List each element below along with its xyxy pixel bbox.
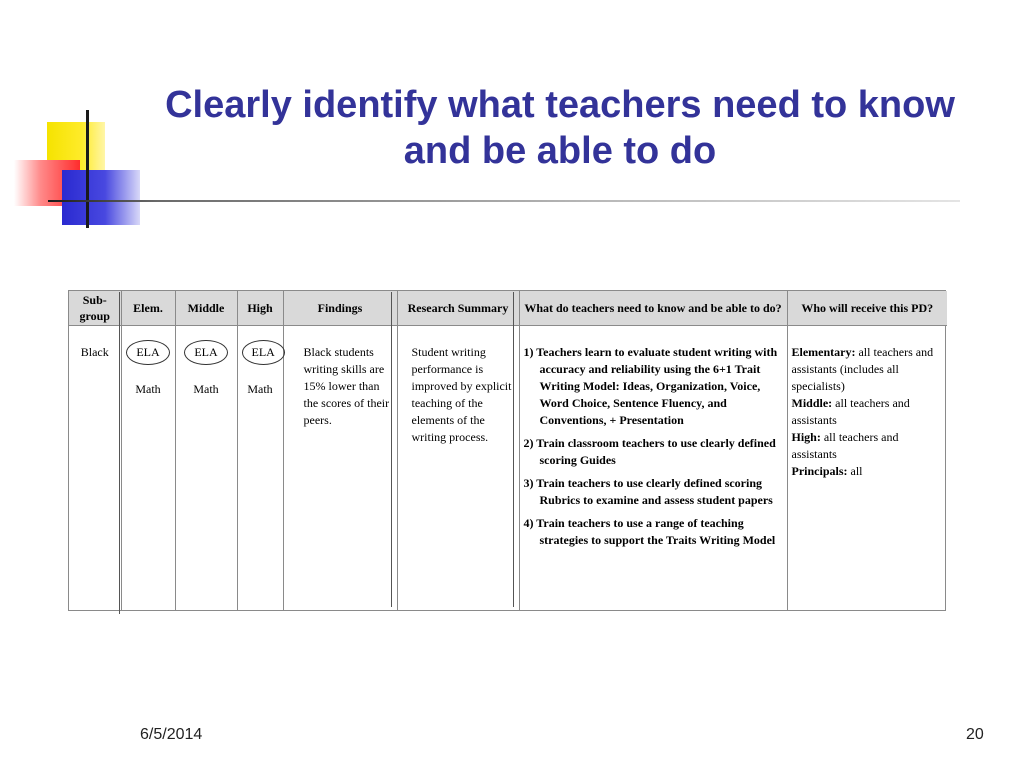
footer-date: 6/5/2014 <box>140 726 203 743</box>
pd-steps-list <box>524 344 783 549</box>
header-subgroup: Sub-group <box>69 291 121 326</box>
pd-planning-table <box>69 291 947 610</box>
high-text: all teachers and assistants <box>791 430 899 461</box>
principals-label: Principals: <box>791 464 848 478</box>
middle-label: Middle: <box>791 396 833 410</box>
cell-middle <box>175 326 237 611</box>
cell-elem <box>121 326 175 611</box>
circled-ela-high: ELA <box>242 340 285 365</box>
cell-what-teachers-need <box>519 326 787 611</box>
math-high: Math <box>247 382 273 396</box>
slide-number: 20 <box>966 726 984 743</box>
cell-research-summary: Student writing performance is improved by explicit teaching of the elements of the writing process. <box>397 326 519 611</box>
table-header-row <box>69 291 947 326</box>
title-underline <box>48 200 960 202</box>
header-middle: Middle <box>175 291 237 326</box>
who-middle <box>792 395 944 429</box>
header-elem: Elem. <box>121 291 175 326</box>
header-what-teachers-need: What do teachers need to know and be able to do? <box>519 291 787 326</box>
math-elem: Math <box>135 382 161 396</box>
cell-subgroup: Black <box>69 326 121 611</box>
elementary-text: all teachers and assistants (includes all specialists) <box>791 345 934 393</box>
circled-ela-elem: ELA <box>126 340 169 365</box>
slide-title: Clearly identify what teachers need to know and be able to do <box>165 84 955 172</box>
principals-text: all <box>847 464 863 478</box>
math-middle: Math <box>193 382 219 396</box>
pd-table-container <box>68 290 946 611</box>
list-item: 1) Teachers learn to evaluate student writing with accuracy and reliability using the 6+1 Trait Writing Model: Ideas, Organization, Voice, Word Choice, Sentence Fluency, and Conventions, + Presentation <box>523 345 778 427</box>
cell-findings: Black students writing skills are 15% lower than the scores of their peers. <box>283 326 397 611</box>
header-high: High <box>237 291 283 326</box>
who-elementary <box>792 344 944 395</box>
list-item: 2) Train classroom teachers to use clearly defined scoring Guides <box>523 436 776 467</box>
table-divider-line <box>513 292 514 607</box>
header-research-summary: Research Summary <box>397 291 519 326</box>
list-item: 4) Train teachers to use a range of teaching strategies to support the Traits Writing Model <box>523 516 776 547</box>
header-findings: Findings <box>283 291 397 326</box>
cell-who-receives <box>787 326 947 611</box>
elementary-label: Elementary: <box>791 345 856 359</box>
middle-text: all teachers and assistants <box>791 396 910 427</box>
table-divider-line <box>119 292 120 614</box>
table-row <box>69 326 947 611</box>
list-item: 3) Train teachers to use clearly defined scoring Rubrics to examine and assess student papers <box>523 476 773 507</box>
cell-high <box>237 326 283 611</box>
decorative-vertical-line <box>86 110 89 228</box>
header-who-receives: Who will receive this PD? <box>787 291 947 326</box>
table-divider-line <box>391 292 392 607</box>
who-high <box>792 429 944 463</box>
who-principals <box>792 463 944 480</box>
decorative-blue-square <box>62 170 140 225</box>
circled-ela-middle: ELA <box>184 340 227 365</box>
high-label: High: <box>791 430 821 444</box>
